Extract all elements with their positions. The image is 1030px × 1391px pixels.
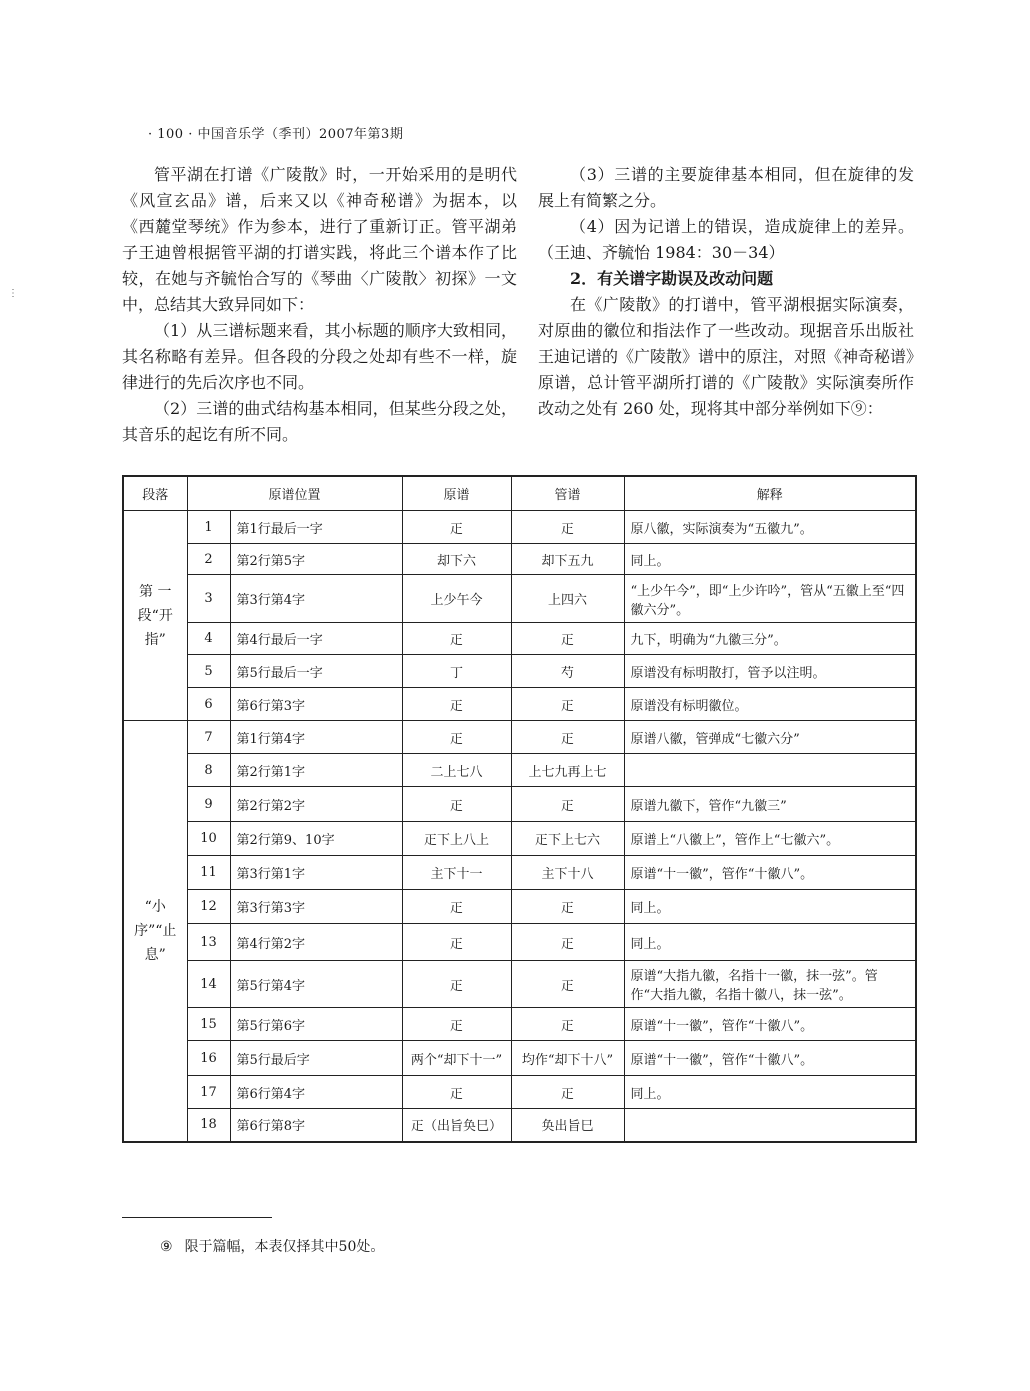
explanation-cell: 原谱没有标明徽位。 [624, 688, 916, 721]
original-cell: 𤴓 [402, 787, 511, 822]
guan-cell: 𤴓 [511, 721, 624, 754]
row-number: 8 [187, 754, 230, 787]
guan-cell: 𤴓 [511, 623, 624, 655]
position-cell: 第3行第4字 [230, 575, 402, 623]
guan-cell: 均作“却下十八” [511, 1041, 624, 1076]
table-row [123, 1008, 916, 1041]
position-cell: 第2行第5字 [230, 544, 402, 575]
footnote-mark: ⑨ [160, 1239, 173, 1255]
row-number: 3 [187, 575, 230, 623]
position-cell: 第5行最后字 [230, 1041, 402, 1076]
paragraph: 管平湖在打谱《广陵散》时，一开始采用的是明代《风宣玄品》谱，后来又以《神奇秘谱》为据本，以《西麓堂琴统》作为参本，进行了重新订正。管平湖弟子王迪曾根据管平湖的打谱实践，将此三个谱本作了比较，在她与齐毓怡合写的《琴曲〈广陵散〉初探》一文中，总结其大致异同如下： [122, 165, 517, 314]
header-segment: 段落 [123, 476, 187, 511]
position-cell: 第1行第4字 [230, 721, 402, 754]
table-row [123, 961, 916, 1008]
row-number: 6 [187, 688, 230, 721]
table-row [123, 856, 916, 890]
row-number: 13 [187, 924, 230, 961]
original-cell: 𤴓 [402, 511, 511, 544]
row-number: 18 [187, 1109, 230, 1142]
original-cell: 𤴓 [402, 924, 511, 961]
explanation-cell: 原谱上“八徽上”，管作上“七徽六”。 [624, 822, 916, 856]
explanation-cell: 同上。 [624, 890, 916, 924]
guan-cell: 主下十八 [511, 856, 624, 890]
position-cell: 第4行第2字 [230, 924, 402, 961]
table-row [123, 890, 916, 924]
original-cell: 𤴓 [402, 961, 511, 1008]
original-cell: 𤴓下上八上 [402, 822, 511, 856]
guan-cell: 𤴓 [511, 1008, 624, 1041]
paragraph: （3）三谱的主要旋律基本相同，但在旋律的发展上有简繁之分。 [538, 165, 914, 210]
header-original: 原谱 [402, 476, 511, 511]
guan-cell: 𤴓 [511, 787, 624, 822]
explanation-cell [624, 1109, 916, 1142]
table-row [123, 623, 916, 655]
row-number: 11 [187, 856, 230, 890]
original-cell: 𤴓 [402, 890, 511, 924]
row-number: 17 [187, 1076, 230, 1109]
position-cell: 第3行第1字 [230, 856, 402, 890]
explanation-cell [624, 754, 916, 787]
segment-label: 第 一 段“开 指” [123, 511, 187, 721]
comparison-table [122, 475, 917, 1143]
original-cell: 上少午今 [402, 575, 511, 623]
explanation-cell: 原谱没有标明散打，管予以注明。 [624, 655, 916, 688]
row-number: 12 [187, 890, 230, 924]
table-row [123, 575, 916, 623]
footnote [160, 1236, 384, 1256]
table-row [123, 688, 916, 721]
explanation-cell: 九下，明确为“九徽三分”。 [624, 623, 916, 655]
paragraph: （4）因为记谱上的错误，造成旋律上的差异。（王迪、齐毓怡 1984：30－34） [538, 217, 914, 262]
segment-label: “小序”“止息” [123, 721, 187, 1142]
row-number: 9 [187, 787, 230, 822]
left-column [122, 162, 517, 448]
explanation-cell: 原谱“大指九徽，名指十一徽，抹一弦”。管作“大指九徽，名指十徽八，抹一弦”。 [624, 961, 916, 1008]
paragraph: （2）三谱的曲式结构基本相同，但某些分段之处，其音乐的起讫有所不同。 [122, 399, 517, 444]
guan-cell: 𤴓 [511, 688, 624, 721]
position-cell: 第6行第8字 [230, 1109, 402, 1142]
explanation-cell: 同上。 [624, 1076, 916, 1109]
table-row [123, 655, 916, 688]
row-number: 14 [187, 961, 230, 1008]
position-cell: 第5行第4字 [230, 961, 402, 1008]
table-row [123, 1076, 916, 1109]
explanation-cell: 原谱“十一徽”，管作“十徽八”。 [624, 856, 916, 890]
original-cell: 丁 [402, 655, 511, 688]
row-number: 7 [187, 721, 230, 754]
table-row [123, 1109, 916, 1142]
footnote-text: 限于篇幅，本表仅择其中50处。 [184, 1239, 385, 1255]
running-header: · 100 · 中国音乐学（季刊）2007年第3期 [148, 127, 404, 142]
paragraph: 在《广陵散》的打谱中，管平湖根据实际演奏，对原曲的徽位和指法作了一些改动。现据音乐出版社王迪记谱的《广陵散》谱中的原注，对照《神奇秘谱》原谱，总计管平湖所打谱的《广陵散》实际演奏所作改动之处有 260 处，现将其中部分举例如下⑨： [538, 295, 915, 418]
original-cell: 𤴓（出旨奂巳） [402, 1109, 511, 1142]
table-row [123, 1041, 916, 1076]
row-number: 16 [187, 1041, 230, 1076]
original-cell: 却下六 [402, 544, 511, 575]
guan-cell: 𤴓 [511, 511, 624, 544]
original-cell: 两个“却下十一” [402, 1041, 511, 1076]
position-cell: 第5行最后一字 [230, 655, 402, 688]
header-guan: 管谱 [511, 476, 624, 511]
position-cell: 第2行第1字 [230, 754, 402, 787]
guan-cell: 上四六 [511, 575, 624, 623]
guan-cell: 芍 [511, 655, 624, 688]
paragraph: （1）从三谱标题来看，其小标题的顺序大致相同，其名称略有差异。但各段的分段之处却有些不一样，旋律进行的先后次序也不同。 [122, 321, 517, 392]
margin-mark: ⋮ [8, 288, 18, 299]
original-cell: 𤴓 [402, 623, 511, 655]
row-number: 15 [187, 1008, 230, 1041]
guan-cell: 上七九再上七 [511, 754, 624, 787]
explanation-cell: 同上。 [624, 924, 916, 961]
header-position: 原谱位置 [187, 476, 402, 511]
explanation-cell: 同上。 [624, 544, 916, 575]
position-cell: 第6行第3字 [230, 688, 402, 721]
row-number: 1 [187, 511, 230, 544]
table-row [123, 511, 916, 544]
footnote-rule [122, 1217, 272, 1218]
position-cell: 第3行第3字 [230, 890, 402, 924]
position-cell: 第2行第2字 [230, 787, 402, 822]
explanation-cell: “上少午今”，即“上少许吟”，管从“五徽上至“四徽六分”。 [624, 575, 916, 623]
row-number: 10 [187, 822, 230, 856]
row-number: 2 [187, 544, 230, 575]
row-number: 4 [187, 623, 230, 655]
guan-cell: 𤴓 [511, 890, 624, 924]
original-cell: 主下十一 [402, 856, 511, 890]
guan-cell: 𤴓 [511, 924, 624, 961]
original-cell: 𤴓 [402, 1076, 511, 1109]
explanation-cell: 原谱“十一徽”，管作“十徽八”。 [624, 1041, 916, 1076]
header-explanation: 解释 [624, 476, 916, 511]
explanation-cell: 原谱八徽，管弹成“七徽六分” [624, 721, 916, 754]
position-cell: 第6行第4字 [230, 1076, 402, 1109]
right-column [538, 162, 914, 422]
original-cell: 𤴓 [402, 721, 511, 754]
position-cell: 第2行第9、10字 [230, 822, 402, 856]
table-row [123, 721, 916, 754]
original-cell: 𤴓 [402, 1008, 511, 1041]
original-cell: 𤴓 [402, 688, 511, 721]
table-header-row [123, 476, 916, 511]
row-number: 5 [187, 655, 230, 688]
guan-cell: 却下五九 [511, 544, 624, 575]
guan-cell: 𤴓 [511, 1076, 624, 1109]
guan-cell: 奂出旨巳 [511, 1109, 624, 1142]
explanation-cell: 原八徽，实际演奏为“五徽九”。 [624, 511, 916, 544]
table-row [123, 924, 916, 961]
position-cell: 第4行最后一字 [230, 623, 402, 655]
table-row [123, 754, 916, 787]
table-row [123, 822, 916, 856]
table-row [123, 544, 916, 575]
guan-cell: 𤴓 [511, 961, 624, 1008]
section-title: 2．有关谱字勘误及改动问题 [570, 269, 774, 288]
guan-cell: 𤴓下上七六 [511, 822, 624, 856]
explanation-cell: 原谱九徽下，管作“九徽三” [624, 787, 916, 822]
position-cell: 第1行最后一字 [230, 511, 402, 544]
position-cell: 第5行第6字 [230, 1008, 402, 1041]
table-row [123, 787, 916, 822]
explanation-cell: 原谱“十一徽”，管作“十徽八”。 [624, 1008, 916, 1041]
original-cell: 二上七八 [402, 754, 511, 787]
